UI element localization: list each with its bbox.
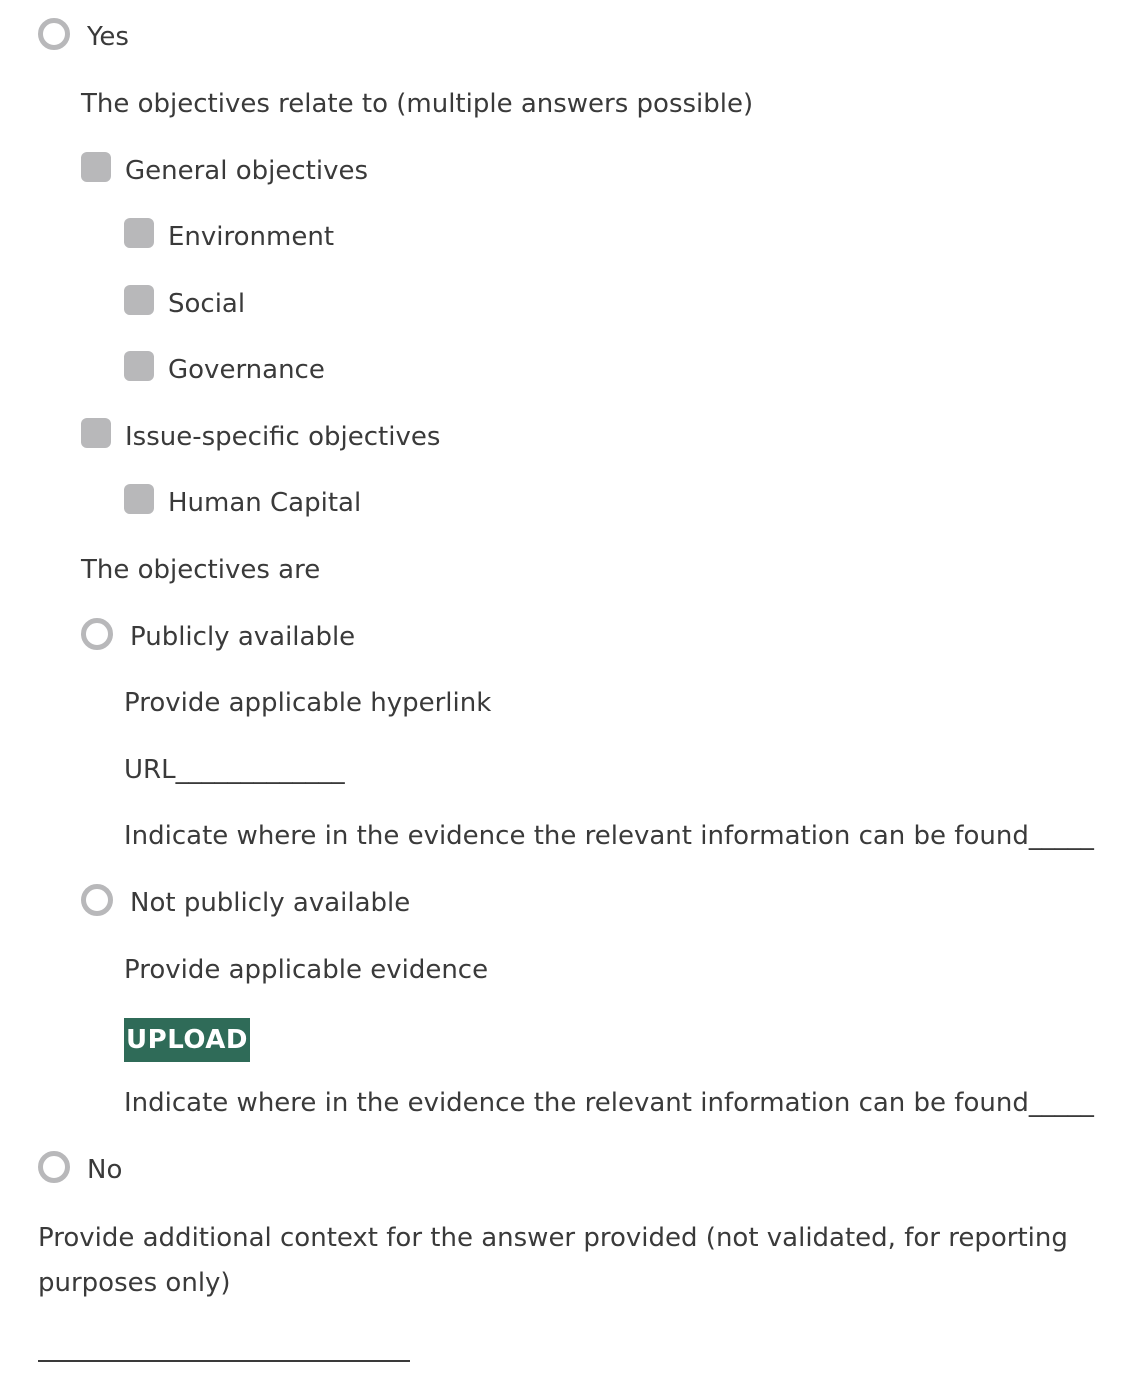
not-publicly-available-label: Not publicly available xyxy=(130,888,411,918)
no-label: No xyxy=(87,1155,123,1185)
no-radio[interactable] xyxy=(38,1151,70,1183)
objectives-are-heading xyxy=(81,550,320,590)
option-yes[interactable] xyxy=(38,17,129,57)
option-not-publicly-available[interactable] xyxy=(81,883,410,923)
option-human-capital[interactable] xyxy=(124,483,361,523)
publicly-available-label: Publicly available xyxy=(130,622,356,652)
social-checkbox[interactable] xyxy=(124,285,154,315)
option-general-objectives[interactable] xyxy=(81,151,368,191)
hyperlink-prompt xyxy=(124,683,491,723)
issue-specific-checkbox[interactable] xyxy=(81,418,111,448)
indicate-where-label-2[interactable]: Indicate where in the evidence the relevant information can be found_____ xyxy=(124,1088,1094,1118)
evidence-prompt-label: Provide applicable evidence xyxy=(124,955,489,985)
governance-label: Governance xyxy=(168,355,325,385)
option-no[interactable] xyxy=(38,1150,122,1190)
indicate-where-field-1[interactable] xyxy=(124,816,1094,856)
issue-specific-label: Issue-specific objectives xyxy=(125,422,441,452)
governance-checkbox[interactable] xyxy=(124,351,154,381)
hyperlink-prompt-label: Provide applicable hyperlink xyxy=(124,688,492,718)
option-publicly-available[interactable] xyxy=(81,617,355,657)
relate-heading xyxy=(81,84,753,124)
human-capital-label: Human Capital xyxy=(168,488,362,518)
yes-label: Yes xyxy=(87,22,129,52)
relate-label: The objectives relate to (multiple answers possible) xyxy=(81,89,754,119)
general-objectives-label: General objectives xyxy=(125,156,369,186)
url-label[interactable]: URL_____________ xyxy=(124,755,345,785)
url-field[interactable] xyxy=(124,750,345,790)
yes-radio[interactable] xyxy=(38,18,70,50)
upload-button[interactable]: UPLOAD xyxy=(124,1018,250,1062)
option-issue-specific[interactable] xyxy=(81,417,440,457)
context-input[interactable] xyxy=(38,1330,410,1362)
option-environment[interactable] xyxy=(124,217,334,257)
social-label: Social xyxy=(168,289,246,319)
environment-checkbox[interactable] xyxy=(124,218,154,248)
publicly-available-radio[interactable] xyxy=(81,618,113,650)
not-publicly-available-radio[interactable] xyxy=(81,884,113,916)
indicate-where-field-2[interactable] xyxy=(124,1083,1094,1123)
general-objectives-checkbox[interactable] xyxy=(81,152,111,182)
context-label: Provide additional context for the answer provided (not validated, for reporting purposes only) xyxy=(38,1223,1068,1298)
human-capital-checkbox[interactable] xyxy=(124,484,154,514)
environment-label: Environment xyxy=(168,222,335,252)
option-governance[interactable] xyxy=(124,350,325,390)
indicate-where-label-1[interactable]: Indicate where in the evidence the relevant information can be found_____ xyxy=(124,821,1094,851)
objectives-are-label: The objectives are xyxy=(81,555,321,585)
option-social[interactable] xyxy=(124,284,245,324)
evidence-prompt xyxy=(124,950,488,990)
